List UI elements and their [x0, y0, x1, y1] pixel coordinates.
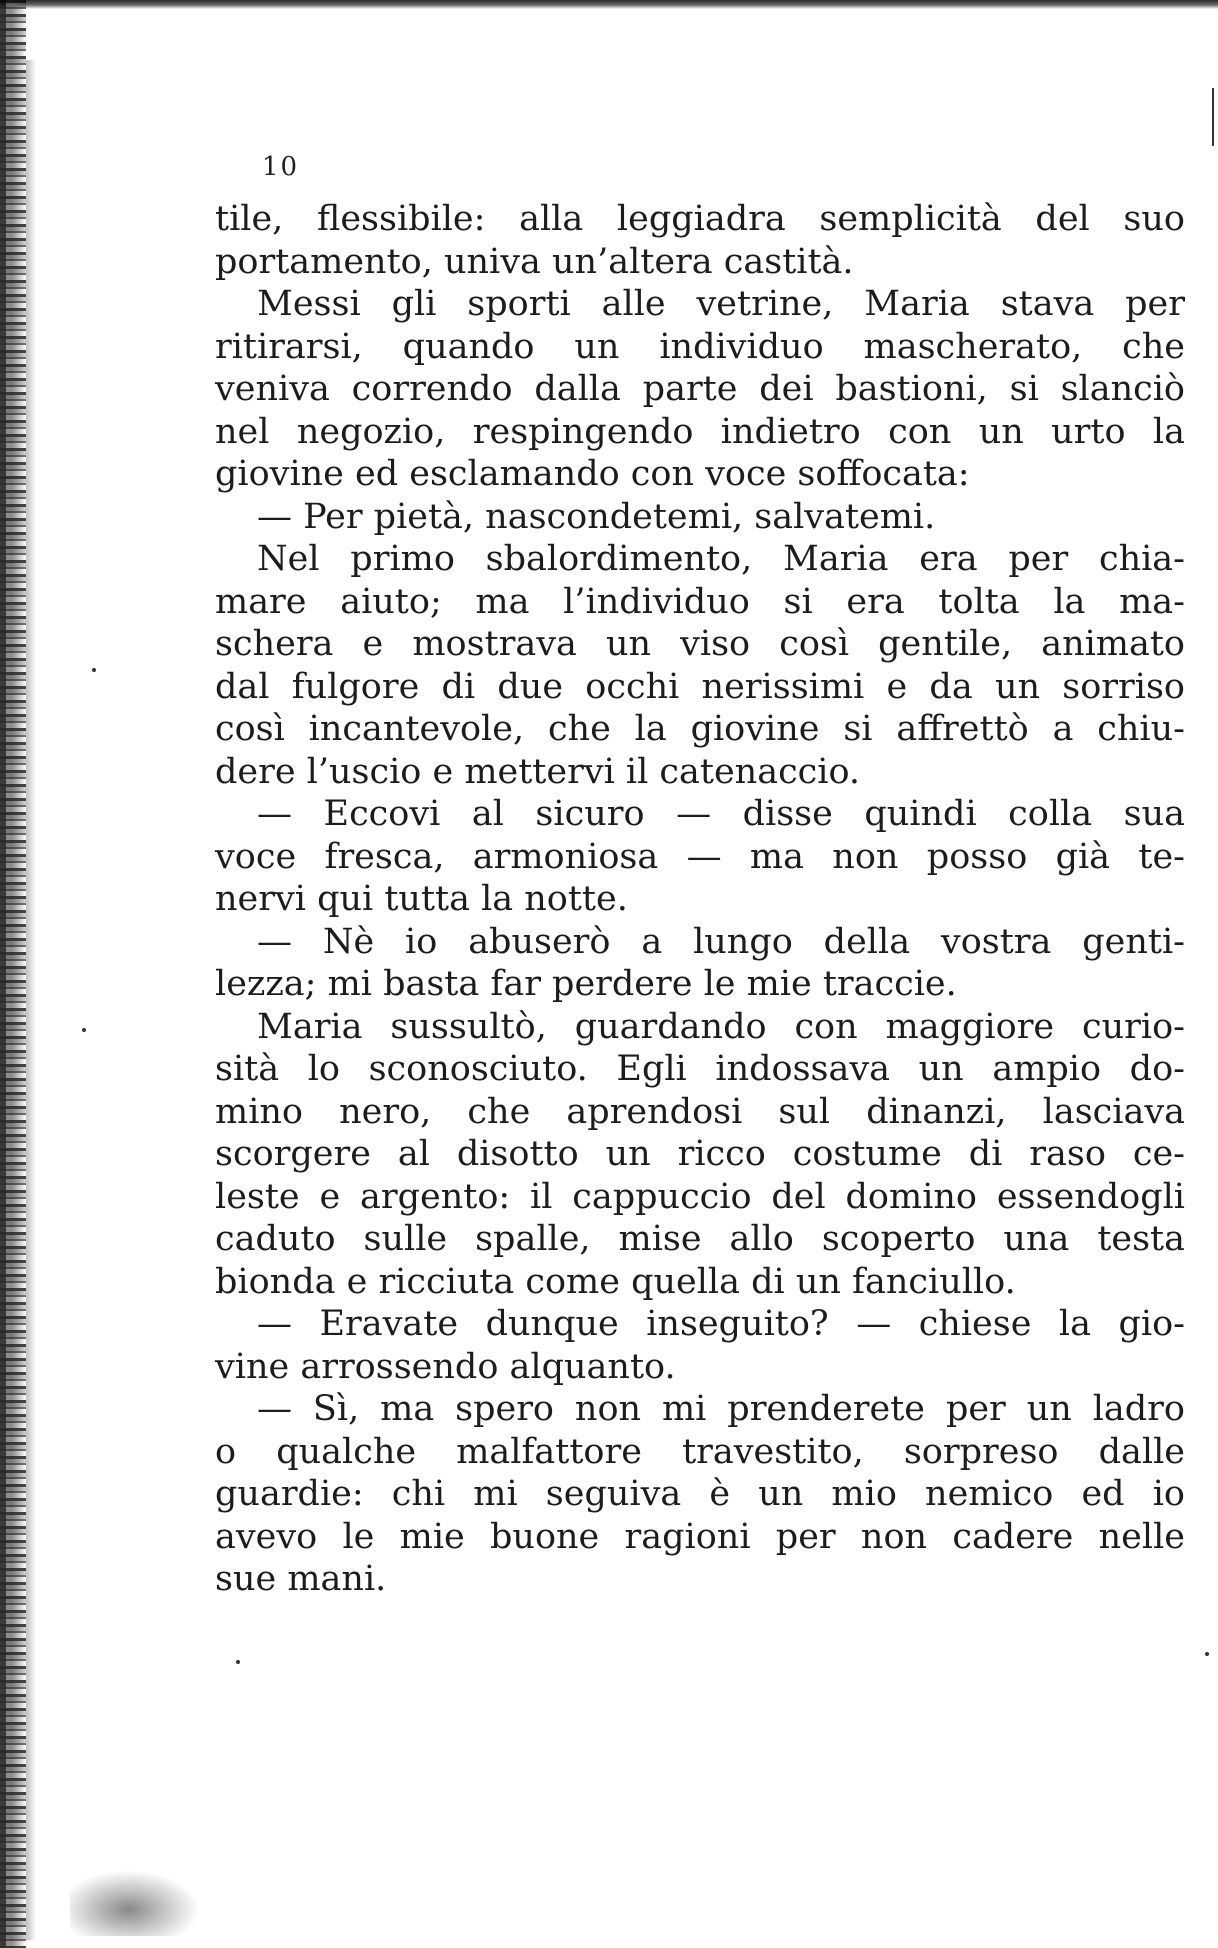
text-line: nervi qui tutta la notte.: [215, 879, 628, 919]
text-line: guardie: chi mi seguiva è un mio nemico ed io: [215, 1474, 1185, 1514]
text-line: caduto sulle spalle, mise allo scoperto una testa: [215, 1219, 1185, 1259]
spine-shadow: [26, 60, 36, 1940]
text-line: avevo le mie buone ragioni per non cadere nelle: [215, 1516, 1185, 1557]
text-line: veniva correndo dalla parte dei bastioni, si slanciò: [215, 369, 1185, 409]
text-line: Messi gli sporti alle vetrine, Maria stava per: [257, 284, 1185, 324]
text-line: bionda e ricciuta come quella di un fanciullo.: [215, 1261, 1016, 1302]
text-line: Maria sussultò, guardando con maggiore curio-: [257, 1006, 1185, 1047]
scan-top-edge: [0, 0, 1218, 9]
page-number: 10: [262, 152, 300, 182]
paper-speck: [1205, 1652, 1209, 1656]
text-line: — Sì, ma spero non mi prenderete per un ladro: [257, 1389, 1185, 1429]
text-line: tile, flessibile: alla leggiadra semplicità del suo: [215, 199, 1185, 239]
text-line: lezza; mi basta far perdere le mie traccie.: [215, 964, 957, 1004]
text-line: — Eccovi al sicuro — disse quindi colla sua: [257, 794, 1185, 834]
text-line: giovine ed esclamando con voce soffocata:: [215, 454, 970, 494]
text-line: dere l’uscio e mettervi il catenaccio.: [215, 751, 861, 792]
paper-speck: [236, 1660, 240, 1664]
text-line: dal fulgore di due occhi nerissimi e da un sorriso: [215, 666, 1185, 707]
text-line: portamento, univa un’altera castità.: [215, 241, 854, 282]
text-line: mare aiuto; ma l’individuo si era tolta la ma-: [215, 581, 1185, 622]
text-line: sità lo sconosciuto. Egli indossava un ampio do-: [215, 1049, 1185, 1089]
text-line: mino nero, che aprendosi sul dinanzi, lasciava: [215, 1091, 1185, 1132]
text-line: vine arrossendo alquanto.: [215, 1346, 676, 1387]
scan-right-mark: [1212, 88, 1214, 146]
paper-speck: [92, 668, 96, 672]
text-line: — Eravate dunque inseguito? — chiese la gio-: [257, 1304, 1185, 1344]
text-line: — Nè io abuserò a lungo della vostra genti-: [257, 921, 1185, 962]
text-line: voce fresca, armoniosa — ma non posso già te-: [215, 836, 1185, 877]
text-line: leste e argento: il cappuccio del domino essendogli: [215, 1176, 1185, 1217]
text-line: — Per pietà, nascondetemi, salvatemi.: [257, 496, 936, 537]
text-line: schera e mostrava un viso così gentile, animato: [215, 624, 1185, 664]
ink-smudge: [70, 1870, 200, 1936]
text-line: nel negozio, respingendo indietro con un urto la: [215, 411, 1185, 452]
book-spine-edge: [0, 0, 26, 1948]
text-line: ritirarsi, quando un individuo mascherato, che: [215, 326, 1185, 367]
text-line: o qualche malfattore travestito, sorpreso dalle: [215, 1431, 1185, 1472]
text-line: così incantevole, che la giovine si affrettò a chiu-: [215, 709, 1185, 749]
body-text: [215, 198, 1185, 1601]
text-line: sue mani.: [215, 1559, 387, 1599]
paper-speck: [82, 1028, 86, 1032]
text-line: scorgere al disotto un ricco costume di raso ce-: [215, 1134, 1185, 1174]
text-line: Nel primo sbalordimento, Maria era per chia-: [257, 539, 1185, 579]
